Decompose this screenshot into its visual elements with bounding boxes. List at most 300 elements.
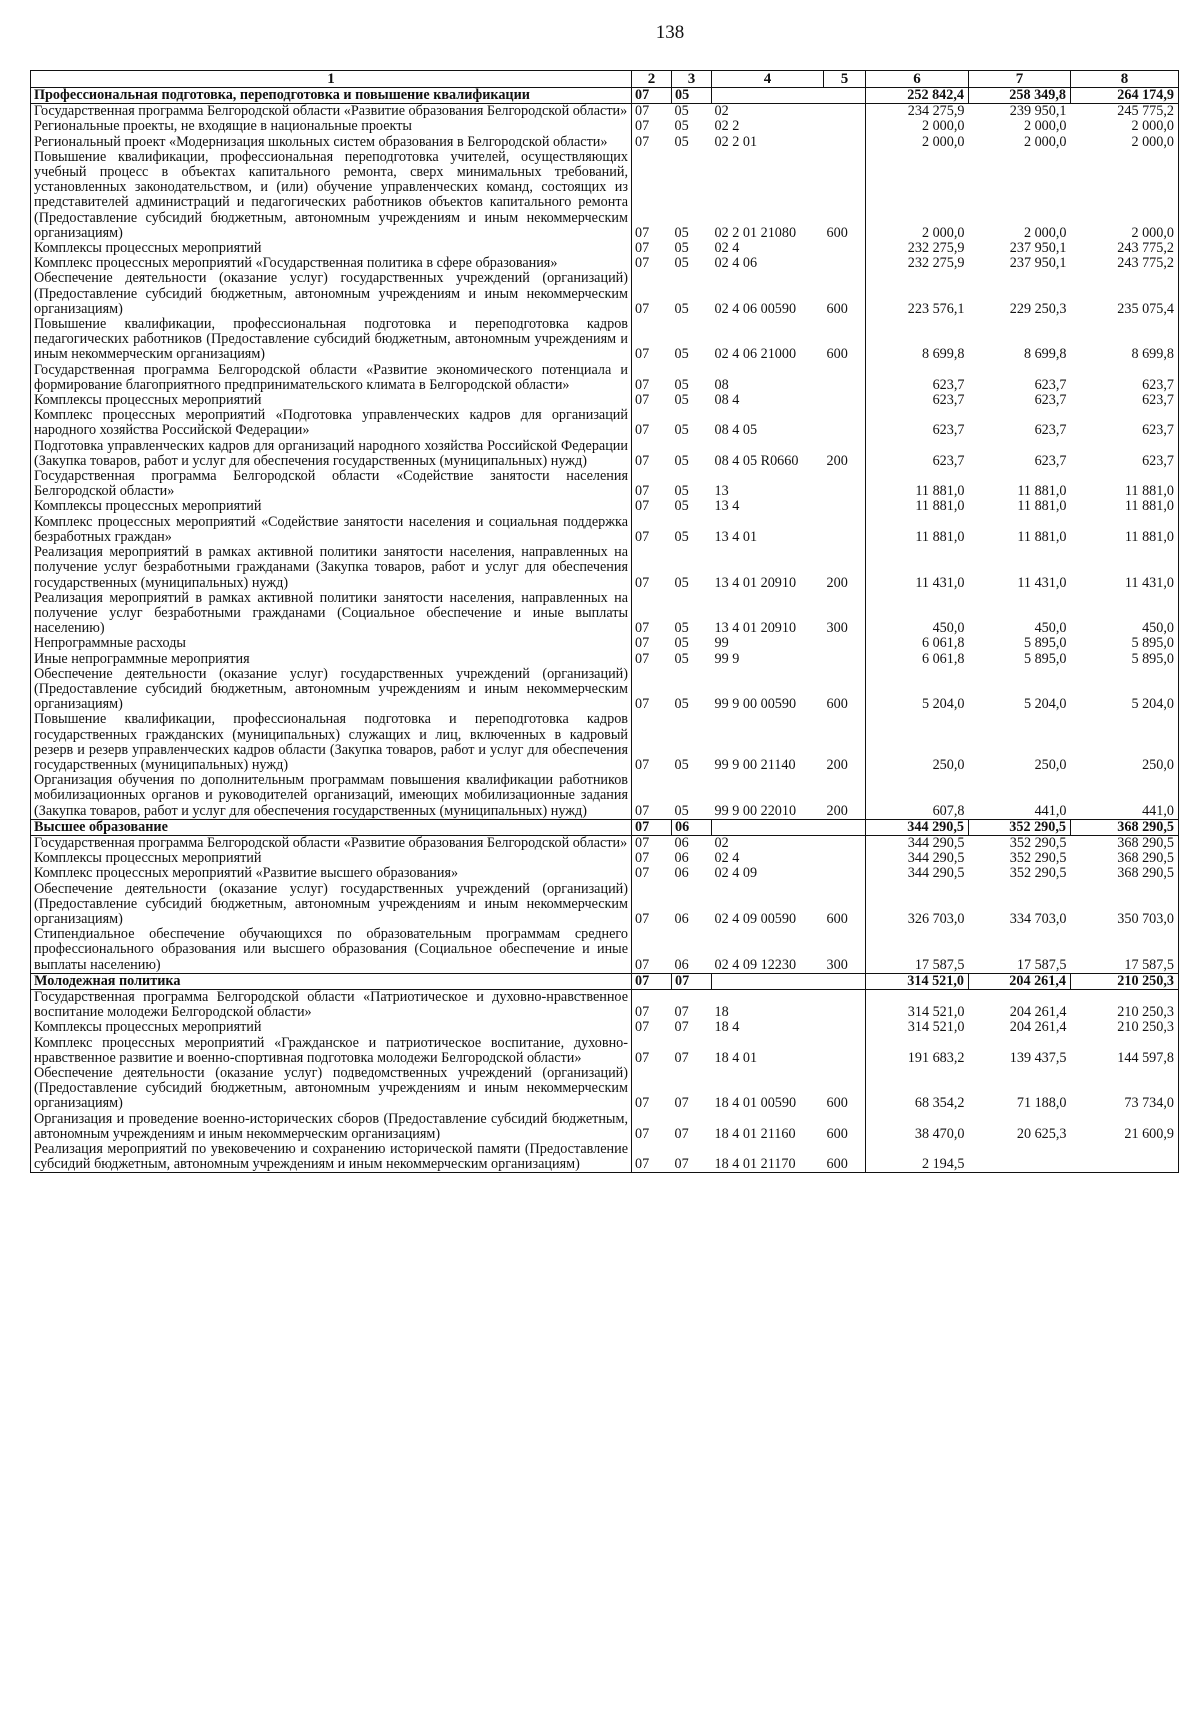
table-row	[31, 773, 1179, 819]
target-article-code: 02 4 06	[714, 255, 758, 272]
expense-type-code	[824, 866, 866, 881]
amount-year-1: 623,7	[932, 392, 965, 409]
column-header-2: 2	[632, 71, 672, 88]
amount-year-2: 239 950,1	[1009, 103, 1067, 120]
target-article-code: 13 4 01 20910	[714, 620, 797, 637]
target-article-code	[712, 819, 824, 835]
row-description: Профессиональная подготовка, переподготовка и повышение квалификации	[31, 88, 632, 104]
page-number: 138	[655, 22, 685, 43]
amount-year-1: 450,0	[932, 620, 965, 637]
subsection-code: 05	[674, 103, 689, 120]
subsection-code: 05	[674, 240, 689, 257]
table-row	[31, 241, 1179, 256]
table-row	[31, 882, 1179, 928]
amount-year-1: 11 881,0	[915, 528, 965, 545]
amount-year-2: 8 699,8	[1023, 346, 1067, 363]
amount-year-3: 250,0	[1071, 712, 1179, 773]
target-article-code: 18 4 01 00590	[714, 1095, 797, 1112]
amount-year-1: 191 683,2	[907, 1049, 965, 1066]
subsection-code: 07	[672, 1142, 712, 1173]
section-row	[31, 819, 1179, 835]
row-description: Иные непрограммные мероприятия	[31, 652, 632, 667]
amount-year-2	[969, 1142, 1071, 1173]
table-row	[31, 1112, 1179, 1142]
section-code: 07	[632, 973, 672, 989]
subsection-code: 05	[674, 650, 689, 667]
amount-year-2: 204 261,4	[969, 973, 1071, 989]
expense-type-code	[824, 104, 866, 120]
section-code: 07	[635, 956, 650, 973]
expense-type-code: 600	[824, 150, 866, 241]
amount-year-3: 11 881,0	[1071, 499, 1179, 514]
section-code: 07	[632, 819, 672, 835]
amount-year-3: 5 204,0	[1071, 667, 1179, 713]
amount-year-1: 314 521,0	[866, 973, 969, 989]
expense-type-code: 200	[824, 712, 866, 773]
row-description: Обеспечение деятельности (оказание услуг) государственных учреждений (организаций) (Предоставление субсидий бюджетным, автономным учреждениям и иным некоммерческим организациям)	[31, 882, 632, 928]
table-row	[31, 712, 1179, 773]
amount-year-1: 314 521,0	[907, 1019, 965, 1036]
row-description: Комплекс процессных мероприятий «Подготовка управленческих кадров для организаций народного хозяйства Российской Федерации»	[31, 408, 632, 438]
target-article-code: 08	[714, 376, 729, 393]
amount-year-1: 344 290,5	[866, 819, 969, 835]
subsection-code: 05	[672, 88, 712, 104]
row-description: Повышение квалификации, профессиональная переподготовка учителей, осуществляющих учебный процесс в объектах капитального ремонта, сверх минимальных требований, установленных законодательством, и (или) обучение управленческих команд, состоящих из представителей администраций и педагогических работников объектов капитального ремонта (Предоставление субсидий бюджетным, автономным учреждениям и иным некоммерческим организациям)	[31, 150, 632, 241]
column-header-1: 1	[31, 71, 632, 88]
section-code: 07	[635, 1004, 650, 1021]
amount-year-3: 264 174,9	[1071, 88, 1179, 104]
expense-type-code	[824, 393, 866, 408]
subsection-code: 07	[674, 1019, 689, 1036]
amount-year-1: 223 576,1	[907, 300, 965, 317]
section-code: 07	[635, 240, 650, 257]
section-code: 07	[635, 850, 650, 867]
column-header-3: 3	[672, 71, 712, 88]
section-code: 07	[635, 528, 650, 545]
subsection-code: 06	[672, 819, 712, 835]
amount-year-3: 368 290,5	[1071, 851, 1179, 866]
target-article-code: 02 4 09 00590	[714, 910, 797, 927]
amount-year-2: 250,0	[1034, 756, 1067, 773]
amount-year-3: 623,7	[1071, 363, 1179, 393]
section-code: 07	[635, 498, 650, 515]
amount-year-3: 368 290,5	[1071, 835, 1179, 851]
row-description: Региональные проекты, не входящие в национальные проекты	[31, 119, 632, 134]
table-row	[31, 135, 1179, 150]
row-description: Непрограммные расходы	[31, 636, 632, 651]
row-description: Комплексы процессных мероприятий	[31, 241, 632, 256]
expense-type-code: 600	[824, 1142, 866, 1173]
section-code: 07	[635, 255, 650, 272]
amount-year-3: 2 000,0	[1071, 135, 1179, 150]
target-article-code: 13 4 01	[714, 528, 758, 545]
row-description: Комплексы процессных мероприятий	[31, 1020, 632, 1035]
subsection-code: 05	[674, 620, 689, 637]
section-code: 07	[635, 834, 650, 851]
expense-type-code: 600	[824, 1112, 866, 1142]
section-code: 07	[635, 376, 650, 393]
row-description: Комплекс процессных мероприятий «Государственная политика в сфере образования»	[31, 256, 632, 271]
subsection-code: 05	[674, 392, 689, 409]
subsection-code: 05	[674, 422, 689, 439]
subsection-code: 06	[674, 910, 689, 927]
row-description: Комплекс процессных мероприятий «Содействие занятости населения и социальная поддержка безработных граждан»	[31, 515, 632, 545]
table-row	[31, 363, 1179, 393]
table-row	[31, 835, 1179, 851]
amount-year-2: 204 261,4	[1009, 1004, 1067, 1021]
amount-year-1: 8 699,8	[921, 346, 965, 363]
target-article-code: 02	[714, 103, 729, 120]
subsection-code: 07	[672, 973, 712, 989]
amount-year-1: 38 470,0	[914, 1125, 965, 1142]
section-code: 07	[635, 865, 650, 882]
amount-year-2: 204 261,4	[1009, 1019, 1067, 1036]
target-article-code: 99 9	[714, 650, 740, 667]
expense-type-code: 600	[824, 271, 866, 317]
subsection-code: 06	[674, 850, 689, 867]
amount-year-2: 17 587,5	[1016, 956, 1067, 973]
section-code: 07	[635, 910, 650, 927]
column-header-7: 7	[969, 71, 1071, 88]
row-description: Повышение квалификации, профессиональная подготовка и переподготовка кадров государственных гражданских (муниципальных) служащих и лиц, включенных в кадровый резерв и резерв управленческих кадров области (Закупка товаров, работ и услуг для обеспечения государственных (муниципальных) нужд)	[31, 712, 632, 773]
expense-type-code: 300	[824, 591, 866, 637]
target-article-code: 08 4 05	[714, 422, 758, 439]
target-article-code: 02 4 09 12230	[714, 956, 797, 973]
amount-year-2: 352 290,5	[1009, 850, 1067, 867]
amount-year-3	[1071, 1142, 1179, 1173]
amount-year-1: 2 000,0	[921, 133, 965, 150]
section-code: 07	[635, 224, 650, 241]
amount-year-1: 623,7	[932, 452, 965, 469]
amount-year-3: 73 734,0	[1071, 1066, 1179, 1112]
expense-type-code	[824, 989, 866, 1020]
row-description: Комплексы процессных мероприятий	[31, 393, 632, 408]
amount-year-1: 607,8	[932, 802, 965, 819]
section-code: 07	[632, 88, 672, 104]
section-code: 07	[635, 392, 650, 409]
expense-type-code	[824, 88, 866, 104]
table-row	[31, 1020, 1179, 1035]
target-article-code: 18 4 01	[714, 1049, 758, 1066]
amount-year-3: 210 250,3	[1071, 1020, 1179, 1035]
section-row	[31, 88, 1179, 104]
expense-type-code	[824, 363, 866, 393]
amount-year-1: 234 275,9	[907, 103, 965, 120]
expense-type-code	[824, 515, 866, 545]
expense-type-code: 600	[824, 1066, 866, 1112]
amount-year-2: 623,7	[1034, 422, 1067, 439]
subsection-code: 05	[674, 133, 689, 150]
table-row	[31, 515, 1179, 545]
amount-year-2: 237 950,1	[1009, 255, 1067, 272]
amount-year-1: 344 290,5	[907, 834, 965, 851]
section-code: 07	[635, 103, 650, 120]
table-row	[31, 271, 1179, 317]
expense-type-code	[824, 1020, 866, 1035]
subsection-code: 05	[674, 498, 689, 515]
section-code: 07	[635, 620, 650, 637]
expense-type-code	[824, 135, 866, 150]
expense-type-code	[824, 469, 866, 499]
amount-year-1: 232 275,9	[907, 255, 965, 272]
table-row	[31, 1066, 1179, 1112]
amount-year-2: 20 625,3	[1016, 1125, 1067, 1142]
amount-year-2: 258 349,8	[969, 88, 1071, 104]
section-code: 07	[635, 756, 650, 773]
row-description: Стипендиальное обеспечение обучающихся по образовательным программам среднего профессионального образования или высшего образования (Социальное обеспечение и иные выплаты населению)	[31, 927, 632, 973]
amount-year-3: 17 587,5	[1071, 927, 1179, 973]
expense-type-code	[824, 636, 866, 651]
subsection-code: 05	[674, 376, 689, 393]
row-description: Подготовка управленческих кадров для организаций народного хозяйства Российской Федерации (Закупка товаров, работ и услуг для обеспечения государственных (муниципальных) нужд)	[31, 439, 632, 469]
amount-year-3: 623,7	[1071, 408, 1179, 438]
target-article-code: 02 4	[714, 850, 740, 867]
row-description: Организация и проведение военно-исторических сборов (Предоставление субсидий бюджетным, автономным учреждениям и иным некоммерческим организациям)	[31, 1112, 632, 1142]
row-description: Государственная программа Белгородской области «Развитие экономического потенциала и формирование благоприятного предпринимательского климата в Белгородской области»	[31, 363, 632, 393]
amount-year-3: 11 881,0	[1071, 515, 1179, 545]
amount-year-1: 2 000,0	[921, 118, 965, 135]
target-article-code: 18 4 01 21160	[714, 1125, 796, 1142]
expense-type-code: 200	[824, 545, 866, 591]
row-description: Обеспечение деятельности (оказание услуг) государственных учреждений (организаций) (Предоставление субсидий бюджетным, автономным учреждениям и иным некоммерческим организациям)	[31, 271, 632, 317]
subsection-code: 05	[674, 224, 689, 241]
section-code: 07	[635, 452, 650, 469]
target-article-code: 02 4	[714, 240, 740, 257]
amount-year-1: 252 842,4	[866, 88, 969, 104]
table-row	[31, 927, 1179, 973]
expense-type-code: 200	[824, 439, 866, 469]
amount-year-3: 210 250,3	[1071, 989, 1179, 1020]
row-description: Государственная программа Белгородской области «Содействие занятости населения Белгородской области»	[31, 469, 632, 499]
table-row	[31, 866, 1179, 881]
row-description: Государственная программа Белгородской области «Развитие образования Белгородской области»	[31, 835, 632, 851]
target-article-code: 99 9 00 21140	[714, 756, 796, 773]
section-code: 07	[632, 1142, 672, 1173]
subsection-code: 06	[674, 865, 689, 882]
section-code: 07	[635, 574, 650, 591]
target-article-code: 99 9 00 00590	[714, 696, 797, 713]
target-article-code: 02 4 06 21000	[714, 346, 797, 363]
table-row	[31, 256, 1179, 271]
target-article-code: 13	[714, 483, 729, 500]
table-row	[31, 652, 1179, 667]
row-description: Комплекс процессных мероприятий «Развитие высшего образования»	[31, 866, 632, 881]
budget-table	[30, 70, 1179, 1173]
amount-year-2: 352 290,5	[1009, 834, 1067, 851]
amount-year-3: 441,0	[1071, 773, 1179, 819]
subsection-code: 07	[674, 1049, 689, 1066]
section-code: 07	[635, 1095, 650, 1112]
amount-year-2: 11 881,0	[1017, 483, 1067, 500]
amount-year-1: 2 000,0	[921, 224, 965, 241]
subsection-code: 05	[674, 696, 689, 713]
table-row	[31, 545, 1179, 591]
target-article-code: 99 9 00 22010	[714, 802, 797, 819]
row-description: Реализация мероприятий в рамках активной политики занятости населения, направленных на получение услуг безработными гражданами (Закупка товаров, работ и услуг для обеспечения государственных (муниципальных) нужд)	[31, 545, 632, 591]
row-description: Обеспечение деятельности (оказание услуг) государственных учреждений (организаций) (Предоставление субсидий бюджетным, автономным учреждениям и иным некоммерческим организациям)	[31, 667, 632, 713]
table-row	[31, 104, 1179, 120]
table-row	[31, 150, 1179, 241]
target-article-code	[712, 973, 824, 989]
amount-year-1: 232 275,9	[907, 240, 965, 257]
column-header-5: 5	[824, 71, 866, 88]
subsection-code: 05	[674, 574, 689, 591]
section-code: 07	[635, 1019, 650, 1036]
amount-year-2: 334 703,0	[1009, 910, 1067, 927]
amount-year-3: 210 250,3	[1071, 973, 1179, 989]
section-code: 07	[635, 346, 650, 363]
expense-type-code	[824, 819, 866, 835]
section-code: 07	[635, 483, 650, 500]
amount-year-2: 441,0	[1034, 802, 1067, 819]
table-row	[31, 119, 1179, 134]
amount-year-1: 344 290,5	[907, 850, 965, 867]
amount-year-1: 11 881,0	[915, 498, 965, 515]
amount-year-3: 11 431,0	[1071, 545, 1179, 591]
expense-type-code	[824, 241, 866, 256]
amount-year-1: 2 194,5	[866, 1142, 969, 1173]
expense-type-code	[824, 652, 866, 667]
target-article-code: 13 4	[714, 498, 740, 515]
row-description: Государственная программа Белгородской области «Патриотическое и духовно-нравственное воспитание молодежи Белгородской области»	[31, 989, 632, 1020]
subsection-code: 07	[674, 1125, 689, 1142]
subsection-code: 07	[674, 1004, 689, 1021]
expense-type-code: 600	[824, 317, 866, 363]
amount-year-1: 6 061,8	[921, 650, 965, 667]
subsection-code: 07	[674, 1095, 689, 1112]
expense-type-code: 300	[824, 927, 866, 973]
table-row	[31, 591, 1179, 637]
amount-year-3: 623,7	[1071, 393, 1179, 408]
row-description: Реализация мероприятий в рамках активной политики занятости населения, направленных на получение услуг безработными гражданами (Социальное обеспечение и иные выплаты населению)	[31, 591, 632, 637]
target-article-code: 08 4 05 R0660	[714, 452, 799, 469]
target-article-code: 02	[714, 834, 729, 851]
amount-year-2: 11 431,0	[1017, 574, 1067, 591]
amount-year-2: 237 950,1	[1009, 240, 1067, 257]
row-description: Региональный проект «Модернизация школьных систем образования в Белгородской области»	[31, 135, 632, 150]
amount-year-2: 352 290,5	[969, 819, 1071, 835]
amount-year-3: 450,0	[1071, 591, 1179, 637]
amount-year-3: 5 895,0	[1071, 652, 1179, 667]
section-code: 07	[635, 802, 650, 819]
amount-year-1: 6 061,8	[921, 635, 965, 652]
subsection-code: 05	[674, 452, 689, 469]
amount-year-1: 314 521,0	[907, 1004, 965, 1021]
amount-year-3: 144 597,8	[1071, 1036, 1179, 1066]
amount-year-2: 11 881,0	[1017, 528, 1067, 545]
amount-year-1: 250,0	[932, 756, 965, 773]
table-row	[31, 469, 1179, 499]
expense-type-code	[824, 851, 866, 866]
amount-year-3: 243 775,2	[1071, 256, 1179, 271]
amount-year-2: 71 188,0	[1016, 1095, 1067, 1112]
expense-type-code	[824, 256, 866, 271]
section-code: 07	[635, 133, 650, 150]
row-description: Повышение квалификации, профессиональная подготовка и переподготовка кадров педагогических работников (Предоставление субсидий бюджетным, автономным учреждениям и иным некоммерческим организациям)	[31, 317, 632, 363]
budget-table-sheet	[30, 70, 1178, 1173]
section-code: 07	[635, 1049, 650, 1066]
row-description: Комплекс процессных мероприятий «Гражданское и патриотическое воспитание, духовно-нравственное развитие и военно-спортивная подготовка молодежи Белгородской области»	[31, 1036, 632, 1066]
table-row	[31, 1142, 1179, 1173]
expense-type-code: 200	[824, 773, 866, 819]
target-article-code: 13 4 01 20910	[714, 574, 797, 591]
target-article-code: 99	[714, 635, 729, 652]
amount-year-2: 5 895,0	[1023, 635, 1067, 652]
amount-year-3: 245 775,2	[1071, 104, 1179, 120]
table-row	[31, 989, 1179, 1020]
subsection-code: 05	[674, 483, 689, 500]
section-code: 07	[635, 422, 650, 439]
amount-year-1: 623,7	[932, 376, 965, 393]
subsection-code: 05	[674, 756, 689, 773]
table-row	[31, 439, 1179, 469]
row-description: Организация обучения по дополнительным программам повышения квалификации работников мобилизационных органов и руководителей организаций, имеющих мобилизационные задания (Закупка товаров, работ и услуг для обеспечения государственных (муниципальных) нужд)	[31, 773, 632, 819]
amount-year-1: 17 587,5	[914, 956, 965, 973]
target-article-code: 02 2 01 21080	[714, 224, 797, 241]
column-header-8: 8	[1071, 71, 1179, 88]
amount-year-1: 623,7	[932, 422, 965, 439]
amount-year-2: 450,0	[1034, 620, 1067, 637]
amount-year-3: 243 775,2	[1071, 241, 1179, 256]
amount-year-1: 11 881,0	[915, 483, 965, 500]
amount-year-3: 2 000,0	[1071, 150, 1179, 241]
amount-year-1: 68 354,2	[914, 1095, 965, 1112]
row-description: Государственная программа Белгородской области «Развитие образования Белгородской области»	[31, 104, 632, 120]
amount-year-3: 368 290,5	[1071, 866, 1179, 881]
row-description: Реализация мероприятий по увековечению и сохранению исторической памяти (Предоставление субсидий бюджетным, автономным учреждениям и иным некоммерческим организациям)	[31, 1142, 632, 1173]
section-code: 07	[635, 650, 650, 667]
table-row	[31, 851, 1179, 866]
section-code: 07	[635, 300, 650, 317]
column-header-4: 4	[712, 71, 824, 88]
expense-type-code: 600	[824, 882, 866, 928]
section-row	[31, 973, 1179, 989]
table-row	[31, 499, 1179, 514]
row-description: Молодежная политика	[31, 973, 632, 989]
subsection-code: 06	[674, 956, 689, 973]
amount-year-1: 11 431,0	[915, 574, 965, 591]
amount-year-2: 623,7	[1034, 376, 1067, 393]
section-code: 07	[635, 1125, 650, 1142]
target-article-code	[712, 88, 824, 104]
amount-year-2: 623,7	[1034, 452, 1067, 469]
expense-type-code	[824, 973, 866, 989]
amount-year-3: 623,7	[1071, 439, 1179, 469]
amount-year-1: 5 204,0	[921, 696, 965, 713]
amount-year-2: 5 204,0	[1023, 696, 1067, 713]
subsection-code: 06	[674, 834, 689, 851]
row-description: Комплексы процессных мероприятий	[31, 499, 632, 514]
column-number-header	[31, 71, 1179, 88]
table-row	[31, 408, 1179, 438]
amount-year-3: 11 881,0	[1071, 469, 1179, 499]
amount-year-3: 350 703,0	[1071, 882, 1179, 928]
amount-year-2: 623,7	[1034, 392, 1067, 409]
subsection-code: 05	[674, 346, 689, 363]
section-code: 07	[635, 635, 650, 652]
amount-year-2: 139 437,5	[1009, 1049, 1067, 1066]
subsection-code: 05	[674, 300, 689, 317]
expense-type-code	[824, 408, 866, 438]
subsection-code: 05	[674, 635, 689, 652]
row-description: Высшее образование	[31, 819, 632, 835]
target-article-code: 02 4 09	[714, 865, 758, 882]
amount-year-2: 352 290,5	[1009, 865, 1067, 882]
table-row	[31, 317, 1179, 363]
table-row	[31, 1036, 1179, 1066]
target-article-code: 18 4	[714, 1019, 740, 1036]
target-article-code: 18	[714, 1004, 729, 1021]
